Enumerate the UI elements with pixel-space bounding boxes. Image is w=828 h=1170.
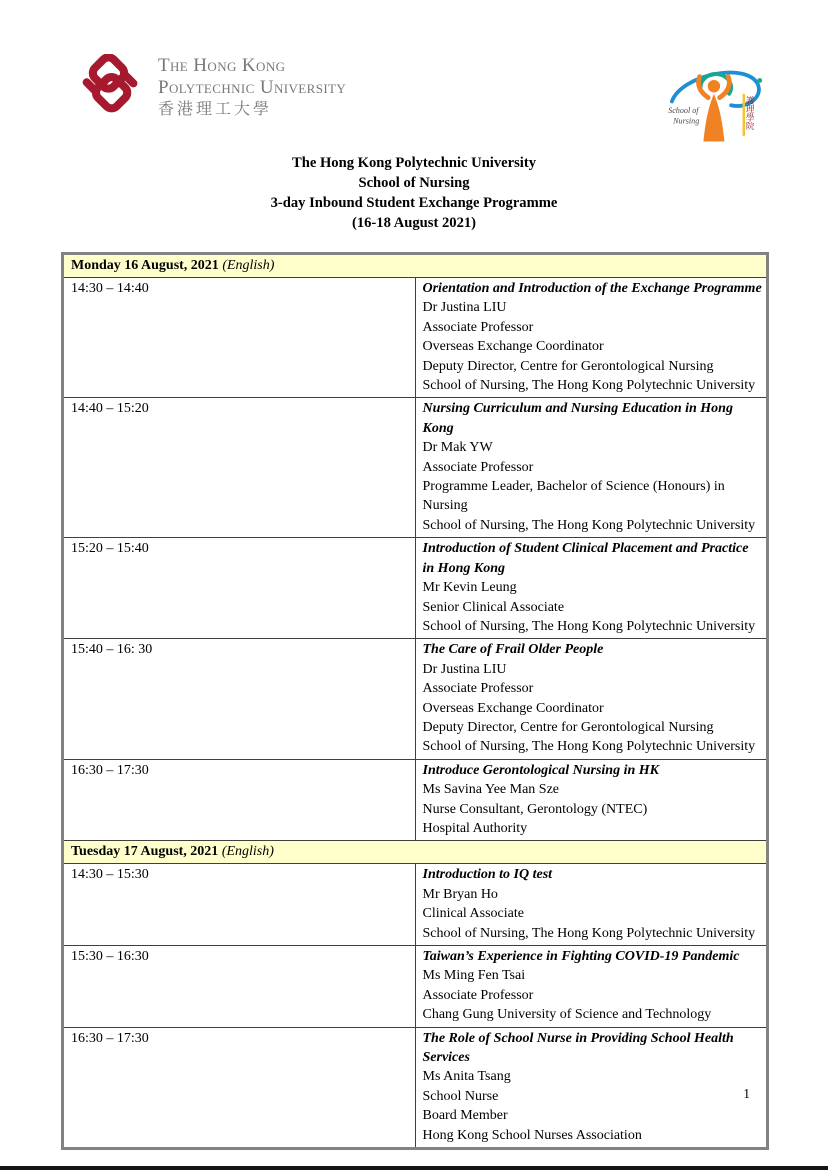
session-content — [415, 864, 768, 946]
session-time: 16:30 – 17:30 — [63, 759, 416, 841]
section-header-row — [63, 254, 768, 278]
polyu-wordmark — [158, 55, 346, 119]
section-header-cell — [63, 841, 768, 864]
session-row — [63, 864, 768, 946]
schedule-container — [61, 252, 769, 1150]
son-script-line1: School of — [668, 105, 699, 115]
section-date: Monday 16 August, 2021 — [71, 258, 223, 273]
polyu-name-chinese: 香港理工大學 — [158, 100, 273, 118]
document-title-block — [0, 153, 828, 233]
session-content — [415, 398, 768, 538]
section-language: (English) — [222, 258, 275, 273]
session-detail: Associate Professor — [422, 319, 534, 335]
section-language: (English) — [221, 844, 274, 860]
header — [72, 48, 772, 148]
session-title: Introduction of Student Clinical Placement and Practice in Hong Kong — [422, 541, 749, 576]
session-content — [415, 946, 768, 1028]
session-detail: Ms Anita Tsang — [422, 1069, 511, 1085]
session-detail: Dr Mak YW — [422, 440, 493, 456]
session-detail: Senior Clinical Associate — [422, 599, 565, 615]
session-detail: School of Nursing, The Hong Kong Polytechnic University — [422, 378, 756, 394]
section-date: Tuesday 17 August, 2021 — [71, 844, 222, 860]
session-time: 16:30 – 17:30 — [63, 1027, 416, 1148]
session-detail: Dr Justina LIU — [422, 661, 507, 677]
session-time: 15:20 – 15:40 — [63, 538, 416, 639]
polyu-name-line1: The Hong Kong — [158, 55, 286, 77]
session-title: Orientation and Introduction of the Exchange Programme — [422, 281, 762, 296]
session-detail: School of Nursing, The Hong Kong Polytechnic University — [422, 517, 756, 533]
schedule-table — [61, 252, 769, 1150]
polyu-emblem-icon — [72, 54, 146, 120]
session-detail: Associate Professor — [422, 681, 534, 697]
session-detail: Ms Savina Yee Man Sze — [422, 782, 559, 798]
session-title: Introduction to IQ test — [422, 867, 553, 883]
session-detail: Dr Justina LIU — [422, 300, 507, 316]
session-detail: Chang Gung University of Science and Technology — [422, 1007, 712, 1023]
session-detail: Board Member — [422, 1108, 508, 1124]
son-script-line2: Nursing — [673, 116, 700, 126]
page-bottom-edge — [0, 1166, 828, 1170]
session-detail: Nurse Consultant, Gerontology (NTEC) — [422, 801, 648, 817]
session-time: 14:30 – 15:30 — [63, 864, 416, 946]
session-row — [63, 946, 768, 1028]
session-detail: Clinical Associate — [422, 906, 524, 922]
session-content — [415, 278, 768, 398]
polyu-name-line2: Polytechnic University — [158, 76, 347, 98]
session-row — [63, 278, 768, 398]
title-line-2: School of Nursing — [358, 175, 470, 191]
session-detail: Mr Kevin Leung — [422, 580, 517, 596]
page-number: 1 — [743, 1086, 750, 1101]
session-content — [415, 759, 768, 841]
session-content — [415, 538, 768, 639]
session-title: Nursing Curriculum and Nursing Education in Hong Kong — [422, 401, 733, 436]
session-time: 14:40 – 15:20 — [63, 398, 416, 538]
session-detail: Ms Ming Fen Tsai — [422, 968, 526, 984]
session-title: Taiwan’s Experience in Fighting COVID-19 Pandemic — [422, 949, 740, 964]
session-detail: Overseas Exchange Coordinator — [422, 700, 604, 716]
school-of-nursing-logo-icon — [652, 48, 772, 153]
session-detail: Deputy Director, Centre for Gerontological Nursing — [422, 719, 714, 735]
session-row — [63, 1027, 768, 1148]
title-line-1: The Hong Kong Polytechnic University — [291, 155, 537, 171]
session-title: The Role of School Nurse in Providing School Health Services — [422, 1030, 734, 1066]
session-time: 15:40 – 16: 30 — [63, 639, 416, 759]
session-title: The Care of Frail Older People — [422, 642, 604, 658]
session-detail: Hospital Authority — [422, 820, 528, 836]
session-detail: Associate Professor — [422, 987, 534, 1003]
polyu-logo — [72, 54, 346, 120]
session-detail: Mr Bryan Ho — [422, 886, 498, 902]
section-header-cell — [63, 254, 768, 278]
session-row — [63, 639, 768, 759]
session-time: 14:30 – 14:40 — [63, 278, 416, 398]
session-detail: Programme Leader, Bachelor of Science (Honours) in Nursing — [422, 479, 725, 514]
session-detail: School of Nursing, The Hong Kong Polytechnic University — [422, 739, 756, 755]
son-chinese: 護理學院 — [745, 95, 756, 131]
session-content — [415, 639, 768, 759]
title-line-3: 3-day Inbound Student Exchange Programme — [270, 195, 558, 211]
session-detail: School of Nursing, The Hong Kong Polytechnic University — [422, 618, 756, 634]
session-row — [63, 398, 768, 538]
session-detail: Deputy Director, Centre for Gerontological Nursing — [422, 358, 714, 374]
session-row — [63, 538, 768, 639]
session-time: 15:30 – 16:30 — [63, 946, 416, 1028]
session-detail: School Nurse — [422, 1088, 499, 1104]
schedule-table-body — [63, 254, 768, 1149]
session-detail: School of Nursing, The Hong Kong Polytechnic University — [422, 925, 756, 941]
session-detail: Overseas Exchange Coordinator — [422, 339, 604, 355]
title-line-4: (16-18 August 2021) — [351, 215, 477, 231]
session-content — [415, 1027, 768, 1148]
session-detail: Associate Professor — [422, 459, 534, 475]
session-detail: Hong Kong School Nurses Association — [422, 1127, 642, 1143]
session-row — [63, 759, 768, 841]
section-header-row — [63, 841, 768, 864]
session-title: Introduce Gerontological Nursing in HK — [422, 762, 659, 778]
